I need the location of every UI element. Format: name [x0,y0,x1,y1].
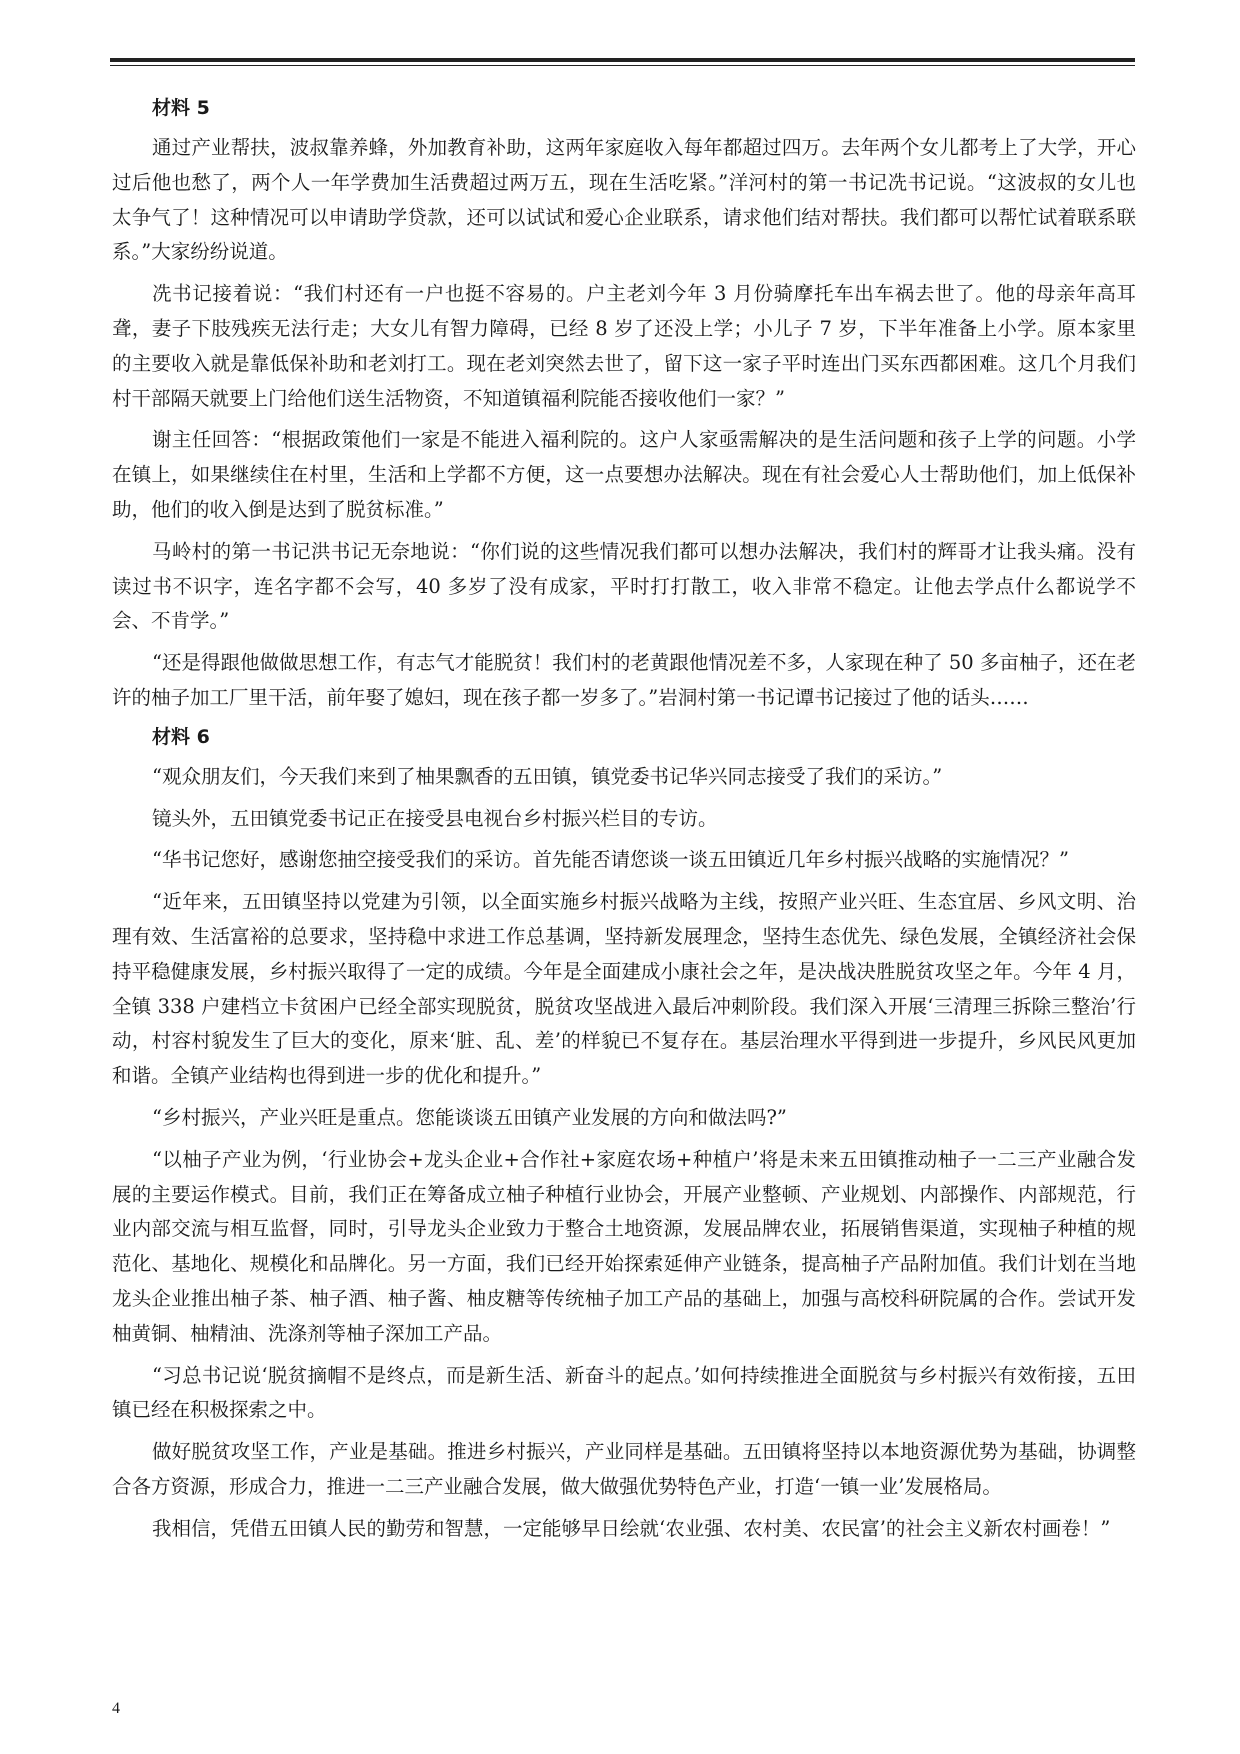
material-6-section [112,723,1136,1547]
paragraph: “习总书记说‘脱贫摘帽不是终点，而是新生活、新奋斗的起点。’如何持续推进全面脱贫与乡村振兴有效衔接，五田镇已经在积极探索之中。 [112,1363,1136,1422]
paragraph: 谢主任回答：“根据政策他们一家是不能进入福利院的。这户人家亟需解决的是生活问题和孩子上学的问题。小学在镇上，如果继续住在村里，生活和上学都不方便，这一点要想办法解决。现在有社会爱心人士帮助他们，加上低保补助，他们的收入倒是达到了脱贫标准。” [112,428,1136,521]
paragraph: “近年来，五田镇坚持以党建为引领，以全面实施乡村振兴战略为主线，按照产业兴旺、生态宜居、乡风文明、治理有效、生活富裕的总要求，坚持稳中求进工作总基调，坚持新发展理念，坚持生态优先、绿色发展，全镇经济社会保持平稳健康发展，乡村振兴取得了一定的成绩。今年是全面建成小康社会之年，是决战决胜脱贫攻坚之年。今年 4 月，全镇 338 户建档立卡贫困户已经全部实现脱贫，脱贫攻坚战进入最后冲刺阶段。我们深入开展‘三清理三拆除三整治’行动，村容村貌发生了巨大的变化，原来‘脏、乱、差’的样貌已不复存在。基层治理水平得到进一步提升，乡风民风更加和谐。全镇产业结构也得到进一步的优化和提升。” [112,890,1136,1088]
paragraph: “观众朋友们，今天我们来到了柚果飘香的五田镇，镇党委书记华兴同志接受了我们的采访。” [152,764,943,788]
paragraph: 镜头外，五田镇党委书记正在接受县电视台乡村振兴栏目的专访。 [152,806,718,830]
paragraph: “以柚子产业为例，‘行业协会+龙头企业+合作社+家庭农场+种植户’将是未来五田镇推动柚子一二三产业融合发展的主要运作模式。目前，我们正在筹备成立柚子种植行业协会，开展产业整顿、产业规划、内部操作、内部规范，行业内部交流与相互监督，同时，引导龙头企业致力于整合土地资源，发展品牌农业，拓展销售渠道，实现柚子种植的规范化、基地化、规模化和品牌化。另一方面，我们已经开始探索延伸产业链条，提高柚子产品附加值。我们计划在当地龙头企业推出柚子茶、柚子酒、柚子酱、柚皮糖等传统柚子加工产品的基础上，加强与高校科研院属的合作。尝试开发柚黄铜、柚精油、洗涤剂等柚子深加工产品。 [112,1147,1136,1345]
paragraph: “还是得跟他做做思想工作，有志气才能脱贫！我们村的老黄跟他情况差不多，人家现在种了 50 多亩柚子，还在老许的柚子加工厂里干活，前年娶了媳妇，现在孩子都一岁多了。”岩洞村第一书记谭书记接过了他的话头…… [112,651,1136,709]
paragraph: 马岭村的第一书记洪书记无奈地说：“你们说的这些情况我们都可以想办法解决，我们村的辉哥才让我头痛。没有读过书不识字，连名字都不会写，40 多岁了没有成家，平时打打散工，收入非常不稳定。让他去学点什么都说学不会、不肯学。” [112,539,1136,633]
paragraph: 我相信，凭借五田镇人民的勤劳和智慧，一定能够早日绘就‘农业强、农村美、农民富’的社会主义新农村画卷！” [152,1516,1111,1540]
paragraph: 冼书记接着说：“我们村还有一户也挺不容易的。户主老刘今年 3 月份骑摩托车出车祸去世了。他的母亲年高耳聋，妻子下肢残疾无法行走；大女儿有智力障碍，已经 8 岁了还没上学；小儿子 7 岁，下半年准备上小学。原本家里的主要收入就是靠低保补助和老刘打工。现在老刘突然去世了，留下这一家子平时连出门买东西都困难。这几个月我们村干部隔天就要上门给他们送生活物资，不知道镇福利院能否接收他们一家？” [112,282,1136,410]
document-body [112,94,1136,1553]
header-rule-thin [110,65,1135,66]
material-5-section [112,94,1136,716]
paragraph: 通过产业帮扶，波叔靠养蜂，外加教育补助，这两年家庭收入每年都超过四万。去年两个女儿都考上了大学，开心过后他也愁了，两个人一年学费加生活费超过两万五，现在生活吃紧。”洋河村的第一书记冼书记说。“这波叔的女儿也太争气了！这种情况可以申请助学贷款，还可以试试和爱心企业联系，请求他们结对帮扶。我们都可以帮忙试着联系联系。”大家纷纷说道。 [112,136,1136,264]
section-heading: 材料 5 [152,97,210,119]
paragraph: 做好脱贫攻坚工作，产业是基础。推进乡村振兴，产业同样是基础。五田镇将坚持以本地资源优势为基础，协调整合各方资源，形成合力，推进一二三产业融合发展，做大做强优势特色产业，打造‘一镇一业’发展格局。 [112,1440,1136,1498]
section-heading: 材料 6 [152,725,210,748]
paragraph: “华书记您好，感谢您抽空接受我们的采访。首先能否请您谈一谈五田镇近几年乡村振兴战略的实施情况？” [152,848,1069,872]
header-rule-thick [110,58,1135,62]
page-number: 4 [112,1700,120,1717]
paragraph: “乡村振兴，产业兴旺是重点。您能谈谈五田镇产业发展的方向和做法吗?” [152,1105,787,1129]
